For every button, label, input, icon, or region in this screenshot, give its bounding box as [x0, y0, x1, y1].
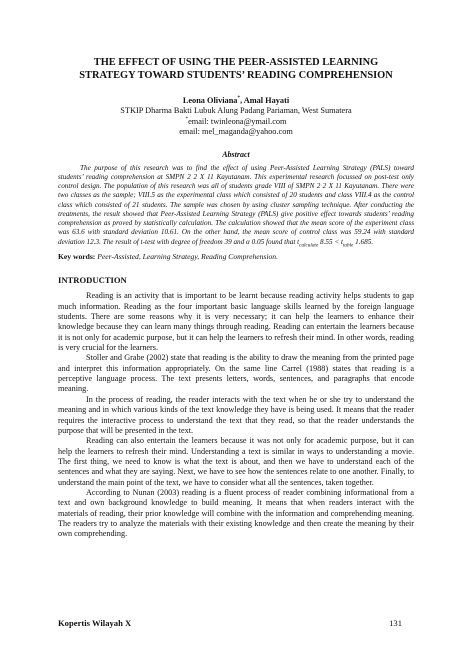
body-paragraph: Reading is an activity that is important to be learnt because reading activity helps students to gap much information. Reading as the four important basic language skills learned by the foreign language students. There are some reasons why it is very necessary; it can help the learners to enhance their knowledge because they can learn many things through reading. Reading can entertain the learners because it is not only for academic purpose, but it can help the learners to refresh their mind. In other words, reading is very crucial for the learners.	[58, 291, 414, 353]
abstract-sub-table: table	[342, 242, 354, 249]
section-heading: INTRODUCTION	[58, 275, 127, 286]
footer-journal: Kopertis Wilayah X	[58, 618, 132, 628]
author-block	[58, 96, 414, 138]
abstract-body: The purpose of this research was to find the effect of using Peer-Assisted Learning Strategy (PALS) toward students’ reading comprehension at SMPN 2 2 X 11 Kayutanam. This experimental research focussed on post-test only control design. The population of this research was all of students grade VIII of SMPN 2 2 X 11 Kayutanam. There were two classes as the sample; VIII.5 as the experimental class which consisted of 20 students and class VIII.4 as the control class which consisted of 21 students. The sample was chosen by using cluster sampling technique. After conducting the treatments, the result showed that Peer-Assisted Learning Strategy (PALS) give positive effect towards students’ reading comprehension as proved by statistically calculation. The calculation showed that the mean score of the experiment class was 63.6 with standard deviation 10.61. On the other hand, the mean score of control class was 59.24 with standard deviation 12.3. The result of t-test with degree of freedom 39 and α 0.05 found that t	[58, 163, 414, 246]
author-names	[58, 96, 414, 106]
author-email-1	[58, 117, 414, 127]
email-1-text: email: twinleona@ymail.com	[188, 116, 287, 126]
body-paragraph: In the process of reading, the reader interacts with the text when he or she try to understand the meaning and in which various kinds of the text knowledge they have is being used. It means that the reader requires the interactive process to understand the text that they read, so that the reader understands the purpose that will be presented in the text.	[58, 394, 414, 435]
title-line: STRATEGY TOWARD STUDENTS’ READING COMPREHENSION	[79, 70, 393, 81]
page-number: 131	[389, 618, 402, 628]
body-paragraph: Reading can also entertain the learners because it was not only for academic purpose, but it can help the learners to refresh their mind. Understanding a text is similar in ways to understanding a movie. The first thing, we need to know is what the text is about, and then we have to understand each of the sentences and what they are saying. Next, we have to see how the sentences relate to one another. Finally, to understand the main point of the text, we have to consider what all the sentences, taken together.	[58, 436, 414, 487]
author-email-2: email: mel_maganda@yahoo.com	[179, 127, 293, 137]
email-asterisk: *	[185, 116, 189, 123]
title-line: THE EFFECT OF USING THE PEER-ASSISTED LEARNING	[93, 57, 379, 68]
body-paragraph: According to Nunan (2003) reading is a fluent process of reader combining informational from a text and own background knowledge to build meaning. It means that when readers interact with the materials of reading, their prior knowledge will combine with the information and comprehending meaning. The readers try to analyze the materials with their existing knowledge and then create the meaning by their own comprehending.	[58, 487, 414, 539]
keywords	[58, 252, 414, 262]
keywords-text: Peer-Assisted, Learning Strategy, Reading Comprehension.	[95, 251, 278, 261]
paper-title	[58, 56, 414, 82]
abstract-mid: 8.55 < t	[318, 237, 343, 246]
abstract-end: 1.685.	[353, 237, 374, 246]
abstract-sub-calculate: calculate	[299, 242, 319, 249]
abstract-heading: Abstract	[222, 149, 250, 159]
author-affiliation: STKIP Dharma Bakti Lubuk Alung Padang Pariaman, West Sumatera	[120, 106, 352, 116]
body-paragraph: Stoller and Grabe (2002) state that reading is the ability to draw the meaning from the printed page and interpret this information appropriately. On the same line Carrel (1988) states that reading is a perceptive language process. The text presents letters, words, sentences, and paragraphs that encode meaning.	[58, 353, 414, 394]
keywords-label: Key words:	[58, 251, 96, 261]
page-content	[58, 56, 414, 540]
abstract-text	[58, 164, 414, 247]
author-name-2: , Amal Hayati	[240, 96, 290, 105]
author-name-1: Leona Oliviana	[182, 96, 238, 105]
author-asterisk: *	[237, 95, 241, 102]
